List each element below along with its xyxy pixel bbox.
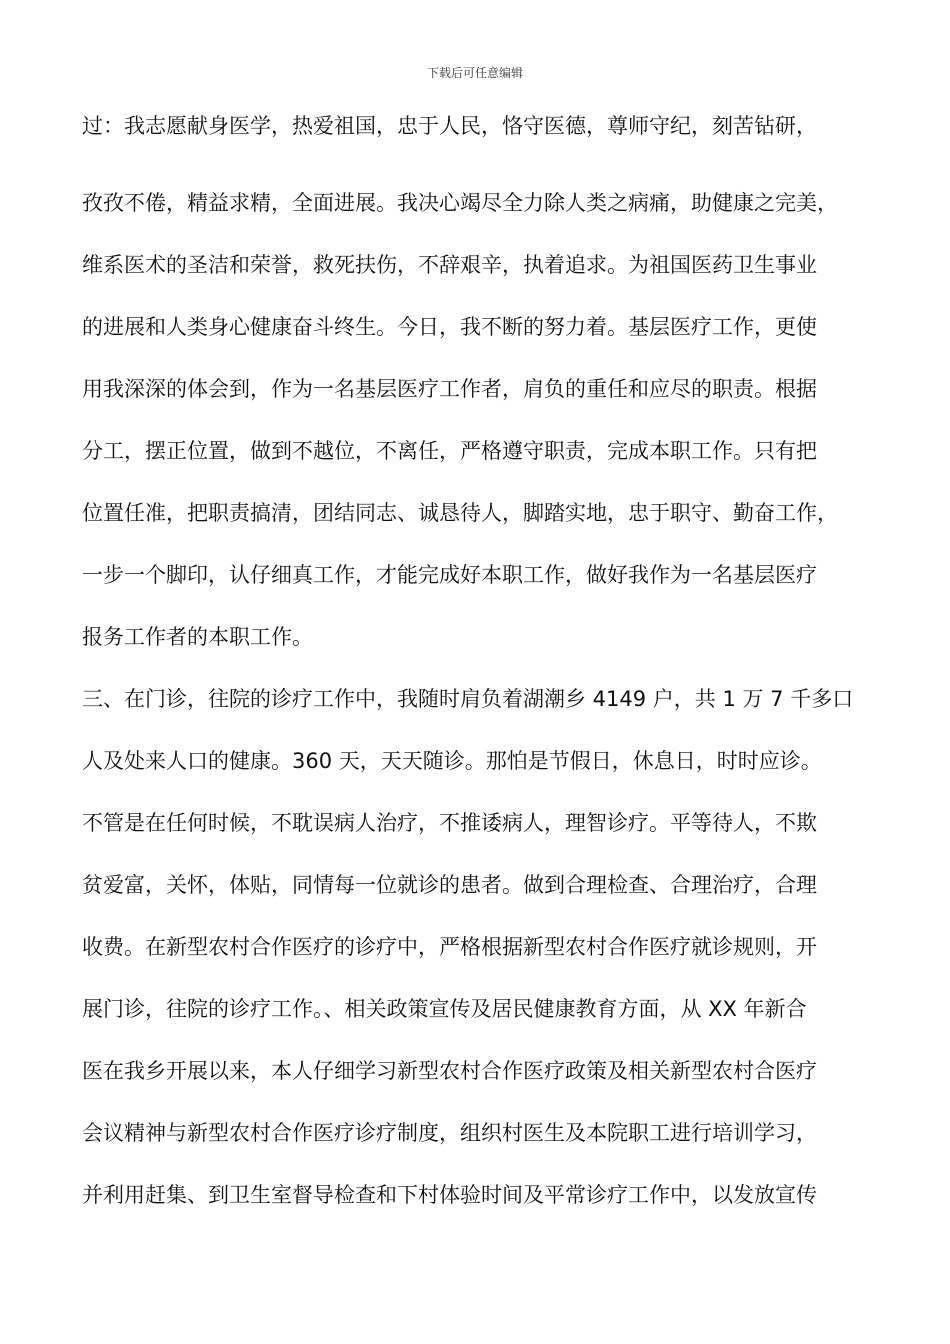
text-line: 用我深深的体会到，作为一名基层医疗工作者，肩负的重任和应尽的职责。根据 (82, 377, 817, 401)
text-line: 并利用赶集、到卫生室督导检查和下村体验时间及平常诊疗工作中，以发放宣传 (82, 1183, 817, 1207)
text-line: 报务工作者的本职工作。 (82, 625, 313, 649)
text-line: 会议精神与新型农村合作医疗诊疗制度，组织村医生及本院职工进行培训学习， (82, 1121, 817, 1145)
text-line: 过：我志愿献身医学，热爱祖国，忠于人民，恪守医德，尊师守纪，刻苦钻研， (82, 114, 817, 138)
text-line: 孜孜不倦，精益求精，全面进展。我决心竭尽全力除人类之病痛，助健康之完美， (82, 191, 838, 215)
text-line: 收费。在新型农村合作医疗的诊疗中，严格根据新型农村合作医疗就诊规则，开 (82, 935, 817, 959)
text-line: 不管是在任何时候，不耽误病人治疗，不推诿病人，理智诊疗。平等待人，不欺 (82, 811, 817, 835)
text-line: 贫爱富，关怀，体贴，同情每一位就诊的患者。做到合理检查、合理治疗，合理 (82, 873, 817, 897)
text-line: 医在我乡开展以来，本人仔细学习新型农村合作医疗政策及相关新型农村合医疗 (82, 1059, 817, 1083)
text-line: 维系医术的圣洁和荣誉，救死扶伤，不辞艰辛，执着追求。为祖国医药卫生事业 (82, 253, 817, 277)
body-text (82, 110, 882, 1226)
text-line: 分工，摆正位置，做到不越位，不离任，严格遵守职责，完成本职工作。只有把 (82, 439, 817, 463)
text-line: 位置任准，把职责搞清，团结同志、诚恳待人，脚踏实地，忠于职守、勤奋工作， (82, 501, 838, 525)
text-line: 展门诊，往院的诊疗工作。、相关政策宣传及居民健康教育方面，从 XX 年新合 (82, 997, 807, 1021)
text-line: 的进展和人类身心健康奋斗终生。今日，我不断的努力着。基层医疗工作，更使 (82, 315, 817, 339)
text-line: 三、在门诊，往院的诊疗工作中，我随时肩负着湖潮乡 4149 户，共 1 万 7 千多口 (82, 687, 854, 711)
text-line: 人及处来人口的健康。360 天，天天随诊。那怕是节假日，休息日，时时应诊。 (82, 749, 822, 773)
text-line: 一步一个脚印，认仔细真工作，才能完成好本职工作，做好我作为一名基层医疗 (82, 563, 817, 587)
page-header: 下载后可任意编辑 (426, 66, 523, 80)
